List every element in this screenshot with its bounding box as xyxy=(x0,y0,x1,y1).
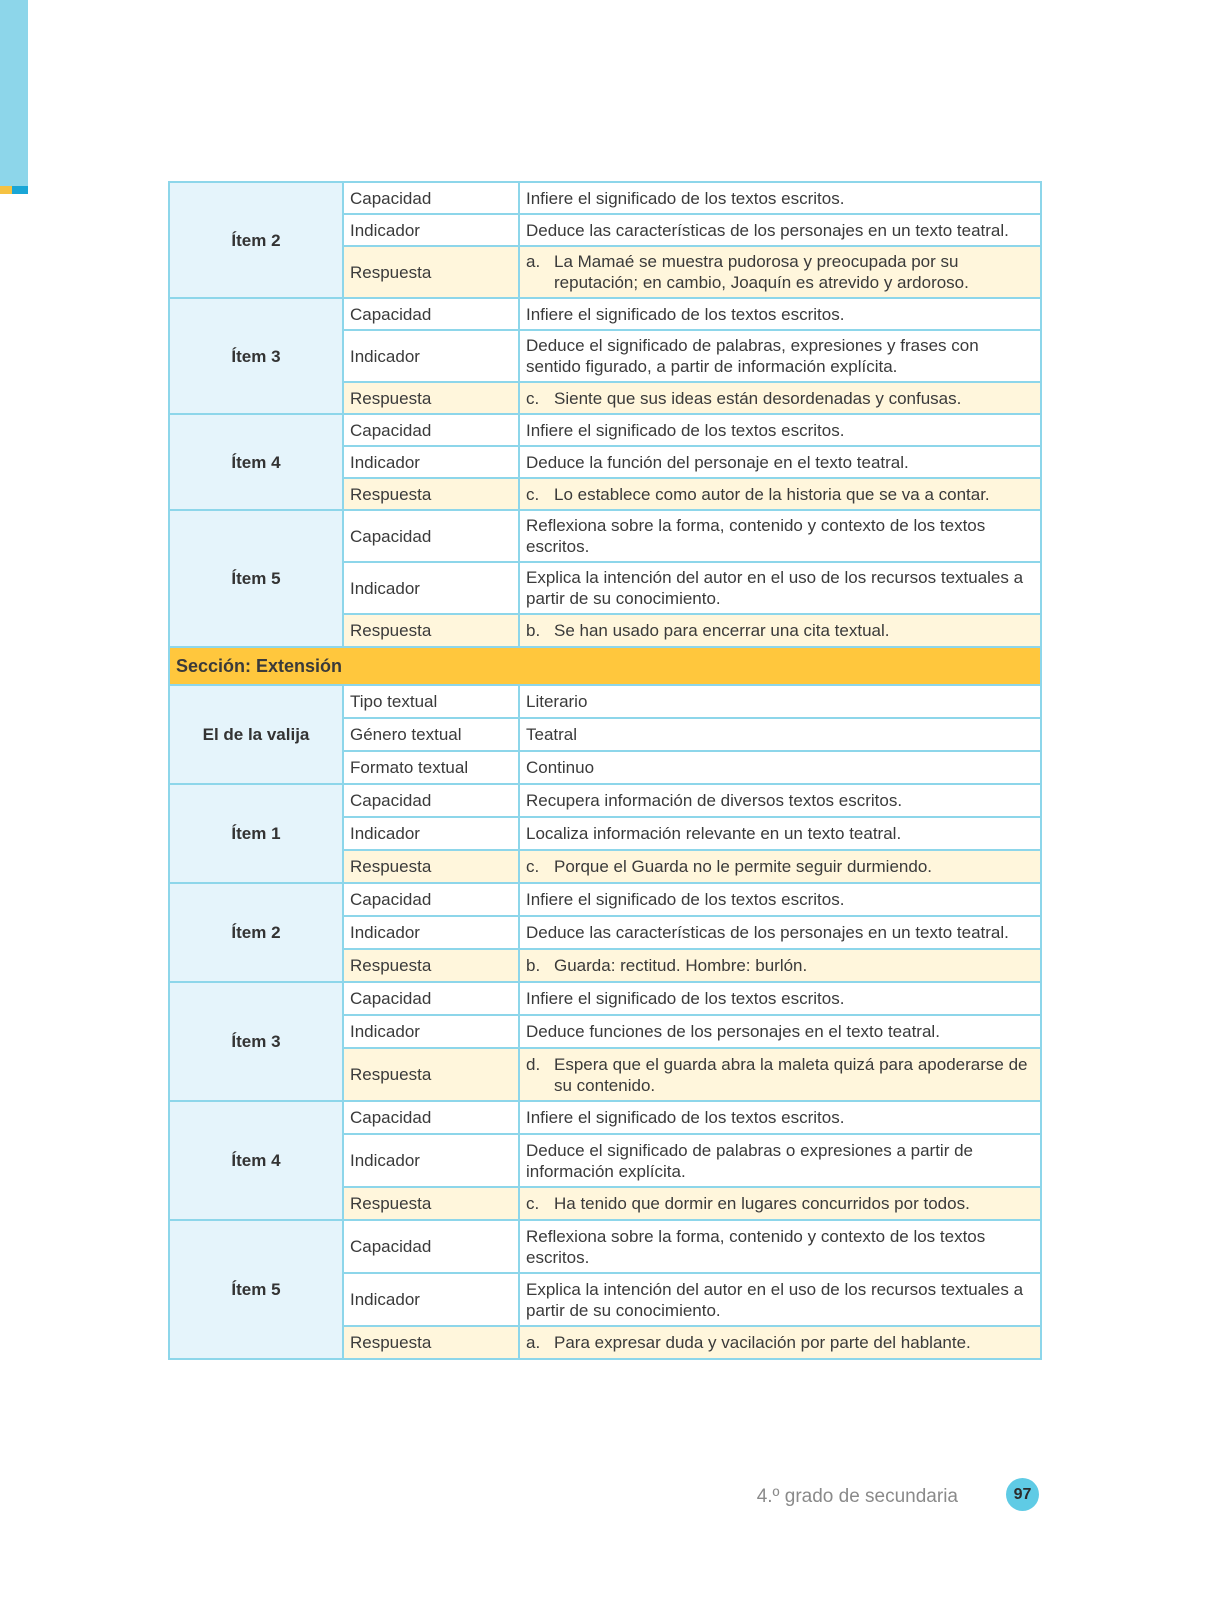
item-title: Ítem 1 xyxy=(169,784,343,883)
answer-text: Se han usado para encerrar una cita textual. xyxy=(554,621,890,640)
table-row xyxy=(169,982,1041,1015)
table-row xyxy=(169,784,1041,817)
side-tab-decoration xyxy=(0,0,28,190)
capacidad-value: Infiere el significado de los textos escritos. xyxy=(519,414,1041,446)
capacidad-label: Capacidad xyxy=(343,414,519,446)
respuesta-label: Respuesta xyxy=(343,382,519,414)
item-title: Ítem 4 xyxy=(169,1101,343,1220)
side-tab-accent xyxy=(0,186,28,194)
capacidad-label: Capacidad xyxy=(343,883,519,916)
answer-text: Ha tenido que dormir en lugares concurridos por todos. xyxy=(554,1194,970,1213)
respuesta-value xyxy=(519,1048,1041,1101)
grade-label: 4.º grado de secundaria xyxy=(756,1486,958,1507)
respuesta-label: Respuesta xyxy=(343,614,519,647)
capacidad-label: Capacidad xyxy=(343,182,519,214)
answer-letter: c. xyxy=(526,388,540,408)
indicador-label: Indicador xyxy=(343,1273,519,1326)
capacidad-label: Capacidad xyxy=(343,510,519,562)
capacidad-label: Capacidad xyxy=(343,1101,519,1134)
respuesta-label: Respuesta xyxy=(343,1048,519,1101)
answer-letter: c. xyxy=(526,1194,540,1213)
item-title: Ítem 2 xyxy=(169,883,343,982)
respuesta-value xyxy=(519,949,1041,982)
respuesta-value xyxy=(519,850,1041,883)
answer-letter: c. xyxy=(526,484,540,504)
table-row xyxy=(169,414,1041,446)
indicador-value: Explica la intención del autor en el uso de los recursos textuales a partir de su conocimiento. xyxy=(519,1273,1041,1326)
formato-label: Formato textual xyxy=(343,751,519,784)
respuesta-value xyxy=(519,1187,1041,1220)
indicador-value: Deduce las características de los personajes en un texto teatral. xyxy=(519,214,1041,246)
table-row xyxy=(169,1101,1041,1134)
capacidad-value: Infiere el significado de los textos escritos. xyxy=(519,982,1041,1015)
table-row xyxy=(169,298,1041,330)
indicador-label: Indicador xyxy=(343,562,519,614)
indicador-label: Indicador xyxy=(343,446,519,478)
answer-text: Guarda: rectitud. Hombre: burlón. xyxy=(554,956,808,975)
indicador-label: Indicador xyxy=(343,214,519,246)
indicador-value: Deduce el significado de palabras, expresiones y frases con sentido figurado, a partir de información explícita. xyxy=(519,330,1041,382)
indicador-label: Indicador xyxy=(343,817,519,850)
answer-text: Siente que sus ideas están desordenadas y confusas. xyxy=(554,388,962,408)
respuesta-value xyxy=(519,246,1041,298)
answer-key-table xyxy=(168,181,1042,1360)
table-row xyxy=(169,883,1041,916)
respuesta-value xyxy=(519,614,1041,647)
genero-value: Teatral xyxy=(519,718,1041,751)
tipo-label: Tipo textual xyxy=(343,685,519,718)
tipo-value: Literario xyxy=(519,685,1041,718)
indicador-label: Indicador xyxy=(343,1134,519,1187)
capacidad-label: Capacidad xyxy=(343,298,519,330)
answer-text: Para expresar duda y vacilación por parte del hablante. xyxy=(554,1333,971,1352)
indicador-value: Deduce la función del personaje en el texto teatral. xyxy=(519,446,1041,478)
table-row xyxy=(169,182,1041,214)
item-title: Ítem 2 xyxy=(169,182,343,298)
respuesta-value xyxy=(519,478,1041,510)
answer-text: Porque el Guarda no le permite seguir durmiendo. xyxy=(554,857,932,876)
genero-label: Género textual xyxy=(343,718,519,751)
answer-text: Espera que el guarda abra la maleta quizá para apoderarse de su contenido. xyxy=(554,1054,1028,1095)
table-row xyxy=(169,510,1041,562)
item-title: Ítem 5 xyxy=(169,1220,343,1359)
section-header-row xyxy=(169,647,1041,685)
indicador-value: Deduce el significado de palabras o expresiones a partir de información explícita. xyxy=(519,1134,1041,1187)
respuesta-label: Respuesta xyxy=(343,478,519,510)
answer-letter: a. xyxy=(526,1333,541,1352)
indicador-label: Indicador xyxy=(343,330,519,382)
capacidad-value: Reflexiona sobre la forma, contenido y contexto de los textos escritos. xyxy=(519,1220,1041,1273)
indicador-value: Explica la intención del autor en el uso de los recursos textuales a partir de su conocimiento. xyxy=(519,562,1041,614)
capacidad-value: Reflexiona sobre la forma, contenido y contexto de los textos escritos. xyxy=(519,510,1041,562)
indicador-value: Localiza información relevante en un texto teatral. xyxy=(519,817,1041,850)
indicador-value: Deduce funciones de los personajes en el texto teatral. xyxy=(519,1015,1041,1048)
answer-letter: c. xyxy=(526,857,540,876)
respuesta-label: Respuesta xyxy=(343,246,519,298)
page-number: 97 xyxy=(1006,1478,1039,1511)
formato-value: Continuo xyxy=(519,751,1041,784)
capacidad-value: Infiere el significado de los textos escritos. xyxy=(519,883,1041,916)
indicador-label: Indicador xyxy=(343,1015,519,1048)
capacidad-value: Recupera información de diversos textos escritos. xyxy=(519,784,1041,817)
section-title: Sección: Extensión xyxy=(169,647,1041,685)
respuesta-value xyxy=(519,1326,1041,1359)
respuesta-label: Respuesta xyxy=(343,1326,519,1359)
capacidad-value: Infiere el significado de los textos escritos. xyxy=(519,298,1041,330)
item-title: Ítem 4 xyxy=(169,414,343,510)
indicador-label: Indicador xyxy=(343,916,519,949)
answer-letter: a. xyxy=(526,252,541,271)
table-row xyxy=(169,1220,1041,1273)
table-row xyxy=(169,685,1041,718)
text-title: El de la valija xyxy=(169,685,343,784)
item-title: Ítem 3 xyxy=(169,298,343,414)
respuesta-value xyxy=(519,382,1041,414)
capacidad-value: Infiere el significado de los textos escritos. xyxy=(519,1101,1041,1134)
indicador-value: Deduce las características de los personajes en un texto teatral. xyxy=(519,916,1041,949)
answer-letter: b. xyxy=(526,621,541,640)
answer-text: La Mamaé se muestra pudorosa y preocupada por su reputación; en cambio, Joaquín es atrevido y ardoroso. xyxy=(554,252,969,292)
respuesta-label: Respuesta xyxy=(343,1187,519,1220)
respuesta-label: Respuesta xyxy=(343,850,519,883)
item-title: Ítem 5 xyxy=(169,510,343,647)
capacidad-label: Capacidad xyxy=(343,784,519,817)
answer-letter: d. xyxy=(526,1054,541,1074)
capacidad-label: Capacidad xyxy=(343,1220,519,1273)
item-title: Ítem 3 xyxy=(169,982,343,1101)
capacidad-value: Infiere el significado de los textos escritos. xyxy=(519,182,1041,214)
respuesta-label: Respuesta xyxy=(343,949,519,982)
answer-text: Lo establece como autor de la historia que se va a contar. xyxy=(554,484,990,504)
capacidad-label: Capacidad xyxy=(343,982,519,1015)
answer-letter: b. xyxy=(526,956,541,975)
